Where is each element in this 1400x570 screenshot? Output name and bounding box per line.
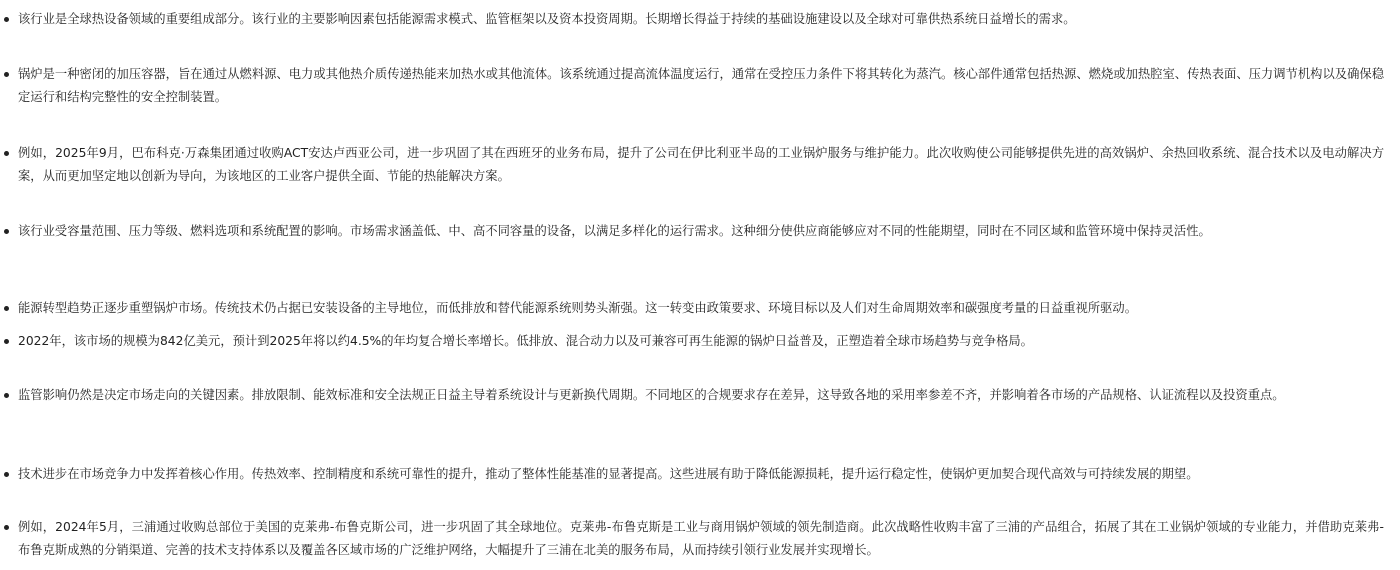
bullet-icon [4,472,9,477]
paragraph-text: 锅炉是一种密闭的加压容器，旨在通过从燃料源、电力或其他热介质传递热能来加热水或其他流体。该系统通过提高流体温度运行，通常在受控压力条件下将其转化为蒸汽。核心部件通常包括热源、燃烧或加热腔室、传热表面、压力调节机构以及确保稳定运行和结构完整性的安全控制装置。 [18,67,1384,104]
bullet-icon [4,17,9,22]
list-item [0,463,1384,486]
paragraph-text: 该行业是全球热设备领域的重要组成部分。该行业的主要影响因素包括能源需求模式、监管框架以及资本投资周期。长期增长得益于持续的基础设施建设以及全球对可靠供热系统日益增长的需求。 [18,12,1076,26]
list-item [0,516,1384,562]
list-item [0,330,1384,353]
bullet-icon [4,72,9,77]
bullet-icon [4,393,9,398]
paragraph-text: 技术进步在市场竞争力中发挥着核心作用。传热效率、控制精度和系统可靠性的提升，推动了整体性能基准的显著提高。这些进展有助于降低能源损耗，提升运行稳定性，使锅炉更加契合现代高效与可持续发展的期望。 [18,467,1199,481]
list-item [0,142,1384,188]
paragraph-text: 2022年，该市场的规模为842亿美元，预计到2025年将以约4.5%的年均复合增长率增长。低排放、混合动力以及可兼容可再生能源的锅炉日益普及，正塑造着全球市场趋势与竞争格局。 [18,334,1033,348]
bullet-icon [4,339,9,344]
list-item [0,63,1384,109]
list-item [0,8,1384,31]
list-item [0,220,1384,243]
bullet-icon [4,151,9,156]
paragraph-text: 例如，2025年9月，巴布科克·万森集团通过收购ACT安达卢西亚公司，进一步巩固了其在西班牙的业务布局，提升了公司在伊比利亚半岛的工业锅炉服务与维护能力。此次收购使公司能够提供先进的高效锅炉、余热回收系统、混合技术以及电动解决方案，从而更加坚定地以创新为导向，为该地区的工业客户提供全面、节能的热能解决方案。 [18,146,1384,183]
bullet-icon [4,306,9,311]
paragraph-text: 能源转型趋势正逐步重塑锅炉市场。传统技术仍占据已安装设备的主导地位，而低排放和替代能源系统则势头渐强。这一转变由政策要求、环境目标以及人们对生命周期效率和碳强度考量的日益重视所驱动。 [18,301,1138,315]
paragraph-text: 该行业受容量范围、压力等级、燃料选项和系统配置的影响。市场需求涵盖低、中、高不同容量的设备，以满足多样化的运行需求。这种细分使供应商能够应对不同的性能期望，同时在不同区域和监管环境中保持灵活性。 [18,224,1211,238]
bullet-icon [4,229,9,234]
list-item [0,384,1384,407]
bullet-icon [4,525,9,530]
paragraph-text: 监管影响仍然是决定市场走向的关键因素。排放限制、能效标准和安全法规正日益主导着系统设计与更新换代周期。不同地区的合规要求存在差异，这导致各地的采用率参差不齐，并影响着各市场的产品规格、认证流程以及投资重点。 [18,388,1285,402]
list-item [0,297,1384,320]
paragraph-text: 例如，2024年5月，三浦通过收购总部位于美国的克莱弗-布鲁克斯公司，进一步巩固了其全球地位。克莱弗-布鲁克斯是工业与商用锅炉领域的领先制造商。此次战略性收购丰富了三浦的产品组合，拓展了其在工业锅炉领域的专业能力，并借助克莱弗-布鲁克斯成熟的分销渠道、完善的技术支持体系以及覆盖各区域市场的广泛维护网络，大幅提升了三浦在北美的服务布局，从而持续引领行业发展并实现增长。 [18,520,1384,557]
